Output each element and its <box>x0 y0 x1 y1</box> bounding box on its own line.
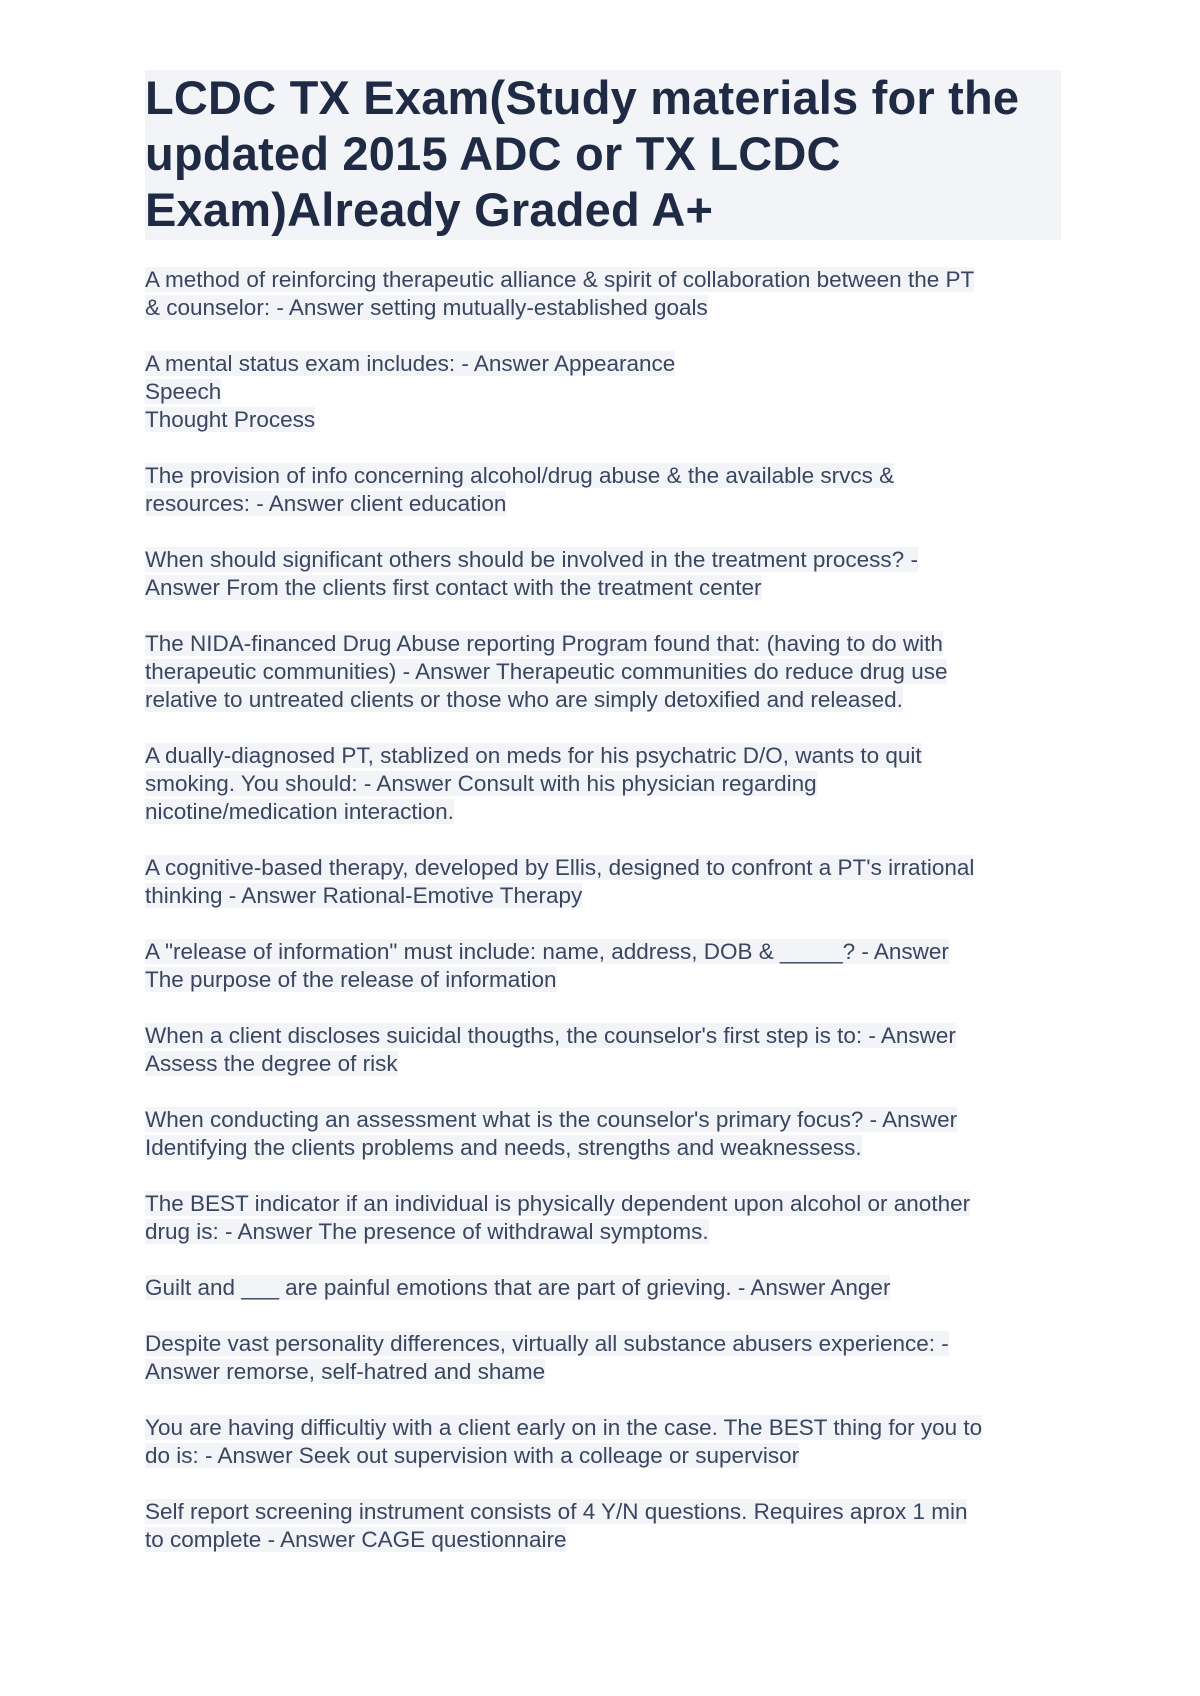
qa-line-text: Answer remorse, self-hatred and shame <box>145 1359 546 1384</box>
qa-line <box>145 770 1075 798</box>
qa-line-text: A mental status exam includes: - Answer Appearance <box>145 351 676 376</box>
document-title <box>145 70 1061 238</box>
qa-line <box>145 1330 1075 1358</box>
qa-line-text: You are having difficultiy with a client early on in the case. The BEST thing for you to <box>145 1415 983 1440</box>
qa-entry <box>145 1190 1075 1246</box>
qa-line-text: A method of reinforcing therapeutic alliance & spirit of collaboration between the PT <box>145 267 975 292</box>
qa-line <box>145 350 1075 378</box>
qa-line <box>145 742 1075 770</box>
qa-line-text: smoking. You should: - Answer Consult with his physician regarding <box>145 771 817 796</box>
qa-entry <box>145 630 1075 714</box>
qa-line-text: drug is: - Answer The presence of withdrawal symptoms. <box>145 1219 709 1244</box>
qa-line <box>145 1358 1075 1386</box>
qa-line <box>145 686 1075 714</box>
qa-line <box>145 574 1075 602</box>
qa-line-text: Guilt and ___ are painful emotions that are part of grieving. - Answer Anger <box>145 1275 891 1300</box>
qa-line-text: to complete - Answer CAGE questionnaire <box>145 1527 567 1552</box>
qa-line-text: Identifying the clients problems and needs, strengths and weaknessess. <box>145 1135 862 1160</box>
qa-line-text: Speech <box>145 379 222 404</box>
qa-line-text: relative to untreated clients or those who are simply detoxified and released. <box>145 687 903 712</box>
qa-list <box>145 266 1075 1582</box>
qa-line-text: The provision of info concerning alcohol/drug abuse & the available srvcs & <box>145 463 895 488</box>
qa-line-text: & counselor: - Answer setting mutually-established goals <box>145 295 708 320</box>
title-line: Exam)Already Graded A+ <box>145 183 714 236</box>
title-line: LCDC TX Exam(Study materials for the <box>145 71 1020 124</box>
qa-line-text: Answer From the clients first contact with the treatment center <box>145 575 762 600</box>
qa-line <box>145 1218 1075 1246</box>
qa-line <box>145 462 1075 490</box>
qa-line <box>145 406 1075 434</box>
qa-line <box>145 630 1075 658</box>
qa-line <box>145 1022 1075 1050</box>
qa-line <box>145 546 1075 574</box>
qa-line <box>145 1050 1075 1078</box>
qa-line <box>145 882 1075 910</box>
qa-line <box>145 490 1075 518</box>
qa-entry <box>145 350 1075 434</box>
qa-entry <box>145 742 1075 826</box>
qa-line <box>145 938 1075 966</box>
qa-line-text: Thought Process <box>145 407 316 432</box>
qa-line-text: thinking - Answer Rational-Emotive Therapy <box>145 883 583 908</box>
qa-line <box>145 798 1075 826</box>
qa-line-text: When conducting an assessment what is the counselor's primary focus? - Answer <box>145 1107 958 1132</box>
qa-line <box>145 1106 1075 1134</box>
qa-line <box>145 294 1075 322</box>
qa-entry <box>145 854 1075 910</box>
qa-line-text: When a client discloses suicidal thougths, the counselor's first step is to: - Answer <box>145 1023 956 1048</box>
qa-line <box>145 658 1075 686</box>
qa-line <box>145 266 1075 294</box>
qa-line-text: Despite vast personality differences, virtually all substance abusers experience: - <box>145 1331 949 1356</box>
qa-line <box>145 1442 1075 1470</box>
qa-line-text: The purpose of the release of information <box>145 967 557 992</box>
qa-line-text: When should significant others should be involved in the treatment process? - <box>145 547 918 572</box>
title-block <box>145 70 1061 240</box>
qa-line-text: Self report screening instrument consists of 4 Y/N questions. Requires aprox 1 min <box>145 1499 968 1524</box>
qa-entry <box>145 1330 1075 1386</box>
qa-line-text: A "release of information" must include: name, address, DOB & _____? - Answer <box>145 939 949 964</box>
qa-entry <box>145 1498 1075 1554</box>
qa-line <box>145 1274 1075 1302</box>
qa-line-text: resources: - Answer client education <box>145 491 507 516</box>
qa-line-text: A dually-diagnosed PT, stablized on meds for his psychatric D/O, wants to quit <box>145 743 922 768</box>
qa-line-text: A cognitive-based therapy, developed by Ellis, designed to confront a PT's irrational <box>145 855 975 880</box>
qa-line-text: The BEST indicator if an individual is physically dependent upon alcohol or another <box>145 1191 971 1216</box>
qa-line-text: nicotine/medication interaction. <box>145 799 454 824</box>
qa-entry <box>145 1106 1075 1162</box>
qa-line <box>145 966 1075 994</box>
qa-line <box>145 378 1075 406</box>
qa-line <box>145 1526 1075 1554</box>
title-line: updated 2015 ADC or TX LCDC <box>145 127 841 180</box>
qa-line-text: The NIDA-financed Drug Abuse reporting Program found that: (having to do with <box>145 631 943 656</box>
qa-entry <box>145 1274 1075 1302</box>
qa-line <box>145 854 1075 882</box>
qa-entry <box>145 266 1075 322</box>
qa-line-text: do is: - Answer Seek out supervision with a colleage or supervisor <box>145 1443 800 1468</box>
qa-line <box>145 1190 1075 1218</box>
qa-entry <box>145 546 1075 602</box>
qa-entry <box>145 1022 1075 1078</box>
qa-entry <box>145 938 1075 994</box>
qa-line-text: therapeutic communities) - Answer Therapeutic communities do reduce drug use <box>145 659 948 684</box>
qa-entry <box>145 1414 1075 1470</box>
qa-entry <box>145 462 1075 518</box>
qa-line-text: Assess the degree of risk <box>145 1051 398 1076</box>
qa-line <box>145 1498 1075 1526</box>
qa-line <box>145 1134 1075 1162</box>
qa-line <box>145 1414 1075 1442</box>
